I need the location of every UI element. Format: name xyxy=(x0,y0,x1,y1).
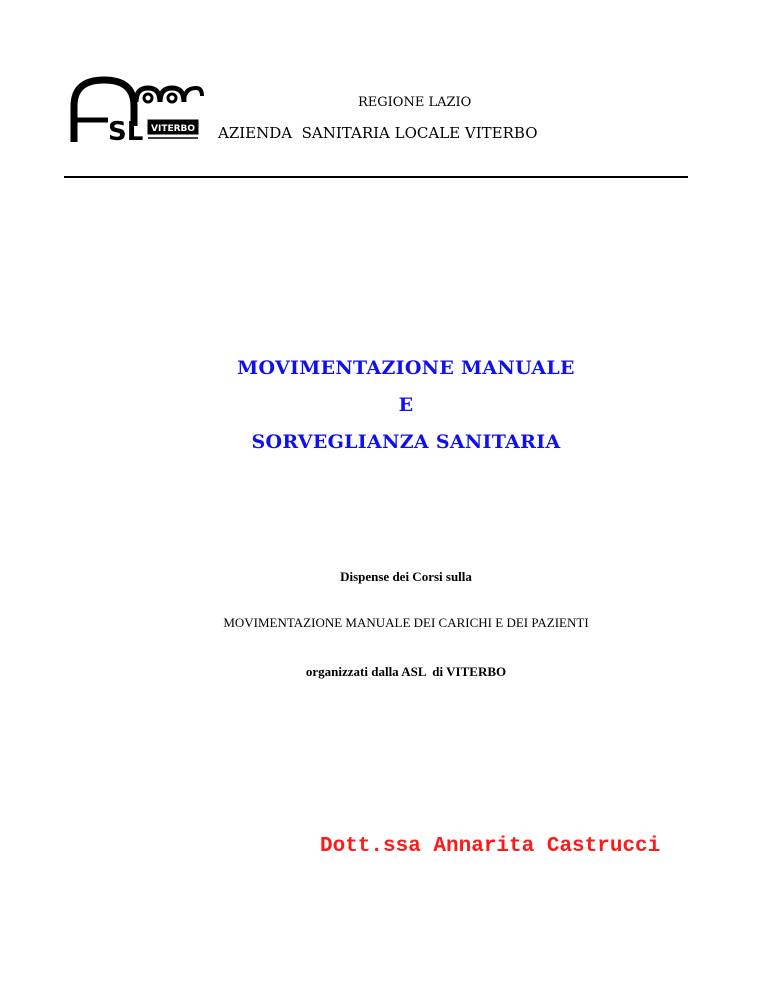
subtitle-line-2: MOVIMENTAZIONE MANUALE DEI CARICHI E DEI PAZIENTI xyxy=(223,615,589,630)
logo-text-badge: VITERBO xyxy=(151,124,196,134)
title-line-2: E xyxy=(398,394,414,416)
title-line-3: SORVEGLIANZA SANITARIA xyxy=(251,431,561,453)
header-divider xyxy=(64,176,688,178)
asl-viterbo-logo-icon xyxy=(68,76,208,146)
title-line-1: MOVIMENTAZIONE MANUALE xyxy=(237,357,575,379)
region-name: REGIONE LAZIO xyxy=(358,95,472,110)
subtitle-line-3: organizzati dalla ASL di VITERBO xyxy=(305,664,507,679)
subtitle-line-1: Dispense dei Corsi sulla xyxy=(340,569,472,584)
author-name: Dott.ssa Annarita Castrucci xyxy=(320,835,661,858)
logo-text-main: SL xyxy=(108,117,144,146)
agency-name: AZIENDA SANITARIA LOCALE VITERBO xyxy=(218,124,538,142)
